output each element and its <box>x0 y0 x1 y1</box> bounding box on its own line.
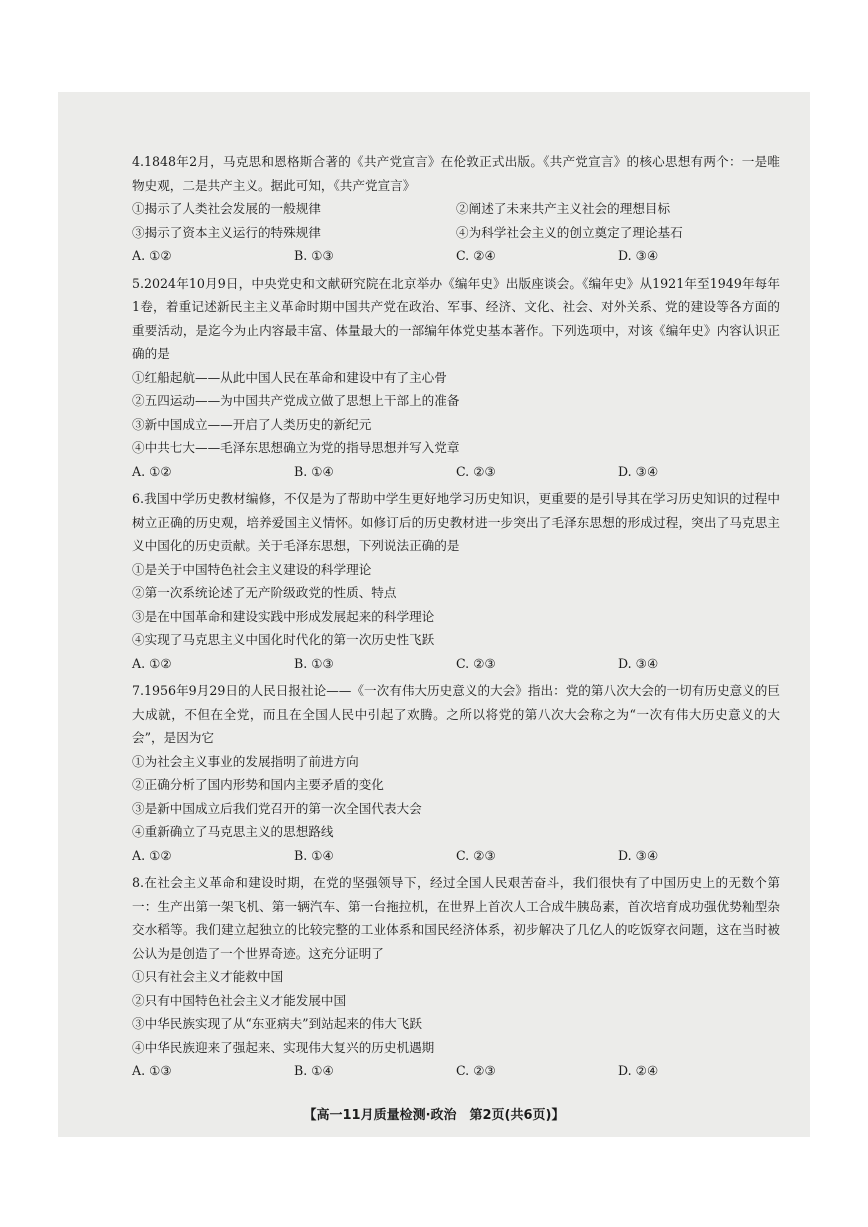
answer-d: D. ③④ <box>618 248 659 263</box>
answer-b: B. ①③ <box>294 248 334 263</box>
answer-b: B. ①④ <box>294 463 334 479</box>
option-1: ①为社会主义事业的发展指明了前进方向 <box>132 753 359 769</box>
option-2: ②正确分析了国内形势和国内主要矛盾的变化 <box>132 777 384 792</box>
answer-b: B. ①④ <box>294 847 334 863</box>
answer-a: A. ①② <box>132 655 172 671</box>
answer-c: C. ②③ <box>456 847 496 863</box>
question-6 <box>132 487 780 675</box>
option-4: ④实现了马克思主义中国化时代化的第一次历史性飞跃 <box>132 632 435 647</box>
answer-c: C. ②③ <box>456 1063 496 1078</box>
option-4: ④中华民族迎来了强起来、实现伟大复兴的历史机遇期 <box>132 1039 435 1055</box>
question-5 <box>132 272 780 484</box>
answer-a: A. ①② <box>132 463 172 479</box>
option-1: ①只有社会主义才能救中国 <box>132 969 284 984</box>
answer-c: C. ②③ <box>456 655 496 671</box>
option-2: ②五四运动——为中国共产党成立做了思想上干部上的准备 <box>132 393 460 408</box>
option-4: ④中共七大——毛泽东思想确立为党的指导思想并写入党章 <box>132 440 460 455</box>
answer-d: D. ③④ <box>618 847 659 863</box>
question-stem: 4.1848年2月，马克思和恩格斯合著的《共产党宣言》在伦敦正式出版。《共产党宣言》的核心思想有两个：一是唯物史观，二是共产主义。据此可知，《共产党宣言》 <box>132 154 780 193</box>
answer-b: B. ①④ <box>294 1063 334 1078</box>
answer-b: B. ①③ <box>294 655 334 671</box>
option-1: ①揭示了人类社会发展的一般规律 <box>132 201 321 216</box>
exam-page <box>58 92 810 1137</box>
question-4 <box>132 150 780 268</box>
answer-d: D. ②④ <box>618 1063 659 1078</box>
option-2: ②第一次系统论述了无产阶级政党的性质、特点 <box>132 585 397 600</box>
option-4: ④为科学社会主义的创立奠定了理论基石 <box>456 224 683 240</box>
answer-c: C. ②④ <box>456 248 496 263</box>
answer-a: A. ①③ <box>132 1063 172 1078</box>
option-2: ②阐述了未来共产主义社会的理想目标 <box>456 201 671 216</box>
option-2: ②只有中国特色社会主义才能发展中国 <box>132 992 347 1008</box>
question-stem: 7.1956年9月29日的人民日报社论——《一次有伟大历史意义的大会》指出：党的第八次大会的一切有历史意义的巨大成就，不但在全党，而且在全国人民中引起了欢腾。之所以将党的第八次大会称之为“一次有伟大历史意义的大会”，是因为它 <box>132 683 780 745</box>
question-7 <box>132 679 780 867</box>
answer-c: C. ②③ <box>456 463 496 479</box>
option-1: ①红船起航——从此中国人民在革命和建设中有了主心骨 <box>132 369 447 385</box>
option-3: ③是在中国革命和建设实践中形成发展起来的科学理论 <box>132 608 435 624</box>
page-footer <box>58 1104 810 1123</box>
option-3: ③中华民族实现了从“东亚病夫”到站起来的伟大飞跃 <box>132 1016 422 1031</box>
footer-text: 【高一11月质量检测·政治 第2页(共6页)】 <box>303 1108 565 1123</box>
question-stem: 8.在社会主义革命和建设时期，在党的坚强领导下，经过全国人民艰苦奋斗，我们很快有了中国历史上的无数个第一：生产出第一架飞机、第一辆汽车、第一台拖拉机，在世界上首次人工合成牛胰岛素，首次培育成功强优势籼型杂交水稻等。我们建立起独立的比较完整的工业体系和国民经济体系，初步解决了几亿人的吃饭穿衣问题，这在当时被公认为是创造了一个世界奇迹。这充分证明了 <box>132 875 780 961</box>
option-3: ③揭示了资本主义运行的特殊规律 <box>132 224 321 240</box>
option-4: ④重新确立了马克思主义的思想路线 <box>132 824 334 839</box>
answer-d: D. ③④ <box>618 655 659 671</box>
option-3: ③是新中国成立后我们党召开的第一次全国代表大会 <box>132 800 422 816</box>
question-stem: 6.我国中学历史教材编修，不仅是为了帮助中学生更好地学习历史知识，更重要的是引导其在学习历史知识的过程中树立正确的历史观，培养爱国主义情怀。如修订后的历史教材进一步突出了毛泽东思想的形成过程，突出了马克思主义中国化的历史贡献。关于毛泽东思想，下列说法正确的是 <box>132 491 780 553</box>
option-3: ③新中国成立——开启了人类历史的新纪元 <box>132 416 372 432</box>
option-1: ①是关于中国特色社会主义建设的科学理论 <box>132 561 372 577</box>
answer-a: A. ①② <box>132 847 172 863</box>
question-stem: 5.2024年10月9日，中央党史和文献研究院在北京举办《编年史》出版座谈会。《编年史》从1921年至1949年每年1卷，着重记述新民主主义革命时期中国共产党在政治、军事、经济、文化、社会、对外关系、党的建设等各方面的重要活动，是迄今为止内容最丰富、体量最大的一部编年体党史基本著作。下列选项中，对该《编年史》内容认识正确的是 <box>132 275 780 361</box>
question-8 <box>132 871 780 1083</box>
answer-d: D. ③④ <box>618 463 659 479</box>
answer-a: A. ①② <box>132 248 172 263</box>
